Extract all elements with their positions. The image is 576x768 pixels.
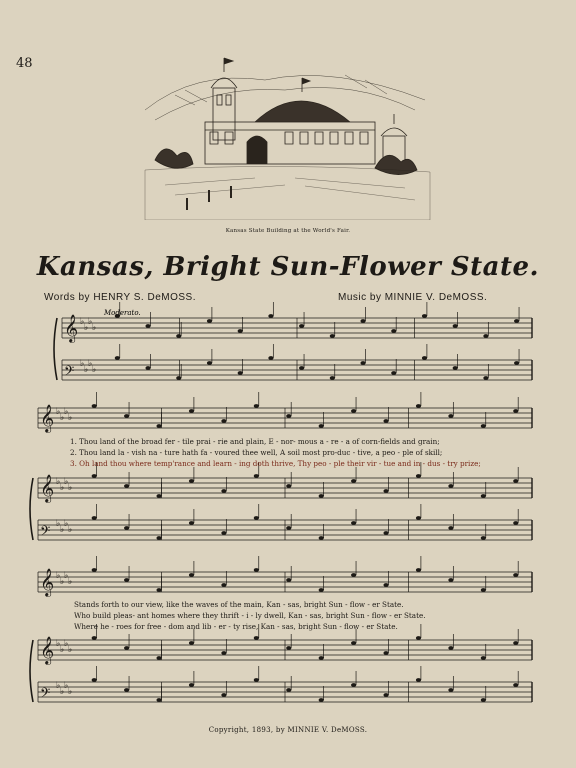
note-head: [254, 474, 259, 478]
treble-clef: 𝄞: [40, 404, 55, 432]
flat-sign: ♭: [68, 577, 73, 587]
note-head: [221, 651, 226, 655]
note-head: [383, 693, 388, 697]
note-head: [124, 484, 129, 488]
bass-clef: 𝄢: [64, 363, 75, 382]
note-head: [207, 361, 212, 365]
flat-sign: ♭: [56, 477, 61, 487]
flat-sign: ♭: [84, 323, 89, 333]
flat-sign: ♭: [68, 645, 73, 655]
page-number: 48: [16, 56, 33, 71]
note-head: [238, 371, 243, 375]
note-head: [189, 521, 194, 525]
note-head: [286, 526, 291, 530]
flat-sign: ♭: [60, 687, 65, 697]
note-head: [513, 683, 518, 687]
note-head: [351, 521, 356, 525]
flat-sign: ♭: [56, 407, 61, 417]
note-head: [92, 404, 97, 408]
flat-sign: ♭: [56, 639, 61, 649]
note-head: [156, 656, 161, 660]
note-head: [286, 646, 291, 650]
note-head: [189, 573, 194, 577]
flat-sign: ♭: [60, 577, 65, 587]
note-head: [448, 578, 453, 582]
note-head: [299, 324, 304, 328]
verse-1-line-1: 1. Thou land of the broad fer - tile prai - rie and plain, E - nor- mous a - re - a of corn-fields and grain;: [70, 437, 440, 446]
note-head: [514, 361, 519, 365]
note-head: [330, 376, 335, 380]
note-head: [383, 651, 388, 655]
note-head: [513, 641, 518, 645]
note-head: [92, 516, 97, 520]
note-head: [383, 489, 388, 493]
flat-sign: ♭: [64, 407, 69, 417]
note-head: [448, 526, 453, 530]
note-head: [481, 494, 486, 498]
note-head: [221, 531, 226, 535]
note-head: [156, 698, 161, 702]
note-head: [351, 683, 356, 687]
note-head: [268, 314, 273, 318]
note-head: [238, 329, 243, 333]
note-head: [319, 588, 324, 592]
note-head: [299, 366, 304, 370]
treble-clef: 𝄞: [64, 314, 79, 342]
note-head: [176, 334, 181, 338]
note-head: [92, 636, 97, 640]
note-head: [156, 494, 161, 498]
note-head: [416, 516, 421, 520]
note-head: [481, 536, 486, 540]
note-head: [176, 376, 181, 380]
tempo-marking: Moderato.: [104, 309, 141, 317]
note-head: [286, 484, 291, 488]
bass-clef: 𝄢: [40, 685, 51, 704]
flat-sign: ♭: [64, 477, 69, 487]
note-head: [383, 583, 388, 587]
note-head: [513, 573, 518, 577]
flat-sign: ♭: [68, 413, 73, 423]
note-head: [286, 414, 291, 418]
note-head: [124, 414, 129, 418]
note-head: [513, 479, 518, 483]
note-head: [351, 573, 356, 577]
flat-sign: ♭: [68, 483, 73, 493]
flat-sign: ♭: [60, 645, 65, 655]
note-head: [416, 474, 421, 478]
note-head: [286, 578, 291, 582]
note-head: [422, 314, 427, 318]
note-head: [189, 479, 194, 483]
brace: [30, 478, 33, 540]
brace: [54, 318, 57, 380]
verse-3-line-2: Where he - roes for free - dom and lib - er - ty rise, Kan - sas, bright Sun - flow - er State.: [74, 622, 398, 631]
flat-sign: ♭: [88, 359, 93, 369]
note-head: [319, 698, 324, 702]
note-head: [481, 656, 486, 660]
brace: [30, 640, 33, 702]
note-head: [319, 494, 324, 498]
note-head: [124, 646, 129, 650]
note-head: [416, 636, 421, 640]
note-head: [483, 334, 488, 338]
note-head: [453, 324, 458, 328]
verse-3-line-1: 3. Oh land thou where temp'rance and learn - ing doth thrive, Thy peo - ple their vir - tue and in - dus - try prize;: [70, 459, 481, 468]
note-head: [319, 656, 324, 660]
note-head: [115, 356, 120, 360]
note-head: [207, 319, 212, 323]
note-head: [391, 329, 396, 333]
flat-sign: ♭: [60, 413, 65, 423]
flat-sign: ♭: [56, 571, 61, 581]
note-head: [286, 688, 291, 692]
note-head: [189, 409, 194, 413]
note-head: [513, 521, 518, 525]
flat-sign: ♭: [68, 687, 73, 697]
flat-sign: ♭: [64, 681, 69, 691]
illustration-caption: Kansas State Building at the World's Fair.: [225, 228, 351, 234]
composer-credit: Music by MINNIE V. DeMOSS.: [338, 292, 488, 303]
flat-sign: ♭: [56, 681, 61, 691]
verse-2-line-2: Who build pleas- ant homes where they thrift - i - ly dwell, Kan - sas, bright Sun - flow - er State.: [74, 611, 426, 620]
note-head: [448, 688, 453, 692]
note-head: [156, 424, 161, 428]
note-head: [481, 698, 486, 702]
note-head: [383, 419, 388, 423]
note-head: [360, 319, 365, 323]
flat-sign: ♭: [92, 365, 97, 375]
note-head: [351, 479, 356, 483]
note-head: [319, 536, 324, 540]
note-head: [481, 588, 486, 592]
note-head: [453, 366, 458, 370]
note-head: [448, 646, 453, 650]
note-head: [391, 371, 396, 375]
note-head: [254, 636, 259, 640]
note-head: [351, 409, 356, 413]
note-head: [513, 409, 518, 413]
note-head: [514, 319, 519, 323]
note-head: [221, 583, 226, 587]
note-head: [416, 568, 421, 572]
flat-sign: ♭: [80, 359, 85, 369]
flat-sign: ♭: [56, 519, 61, 529]
copyright-notice: Copyright, 1893, by MINNIE V. DeMOSS.: [208, 726, 368, 734]
note-head: [268, 356, 273, 360]
treble-clef: 𝄞: [40, 474, 55, 502]
flat-sign: ♭: [64, 639, 69, 649]
flat-sign: ♭: [84, 365, 89, 375]
verse-2-line-1: 2. Thou land la - vish na - ture hath fa - voured thee well, A soil most pro-duc - tive, a peo - ple of skill;: [70, 448, 443, 457]
note-head: [124, 578, 129, 582]
flat-sign: ♭: [92, 323, 97, 333]
song-title: Kansas, Bright Sun-Flower State.: [36, 252, 540, 282]
note-head: [145, 366, 150, 370]
note-head: [448, 414, 453, 418]
lyricist-credit: Words by HENRY S. DeMOSS.: [44, 292, 196, 303]
flat-sign: ♭: [64, 571, 69, 581]
note-head: [483, 376, 488, 380]
note-head: [254, 404, 259, 408]
treble-clef: 𝄞: [40, 568, 55, 596]
note-head: [221, 693, 226, 697]
note-head: [360, 361, 365, 365]
note-head: [145, 324, 150, 328]
note-head: [156, 588, 161, 592]
note-head: [221, 419, 226, 423]
flat-sign: ♭: [60, 483, 65, 493]
note-head: [254, 568, 259, 572]
note-head: [189, 683, 194, 687]
note-head: [124, 526, 129, 530]
note-head: [156, 536, 161, 540]
flat-sign: ♭: [80, 317, 85, 327]
verse-1-line-2: Stands forth to our view, like the waves of the main, Kan - sas, bright Sun - flow - er State.: [74, 600, 404, 609]
note-head: [254, 678, 259, 682]
flat-sign: ♭: [88, 317, 93, 327]
treble-clef: 𝄞: [40, 636, 55, 664]
note-head: [189, 641, 194, 645]
flat-sign: ♭: [68, 525, 73, 535]
note-head: [221, 489, 226, 493]
flat-sign: ♭: [60, 525, 65, 535]
bass-clef: 𝄢: [40, 523, 51, 542]
note-head: [481, 424, 486, 428]
flat-sign: ♭: [64, 519, 69, 529]
note-head: [124, 688, 129, 692]
note-head: [330, 334, 335, 338]
note-head: [416, 404, 421, 408]
note-head: [422, 356, 427, 360]
note-head: [383, 531, 388, 535]
note-head: [351, 641, 356, 645]
note-head: [92, 474, 97, 478]
note-head: [92, 568, 97, 572]
note-head: [416, 678, 421, 682]
note-head: [92, 678, 97, 682]
note-head: [254, 516, 259, 520]
note-head: [319, 424, 324, 428]
note-head: [448, 484, 453, 488]
